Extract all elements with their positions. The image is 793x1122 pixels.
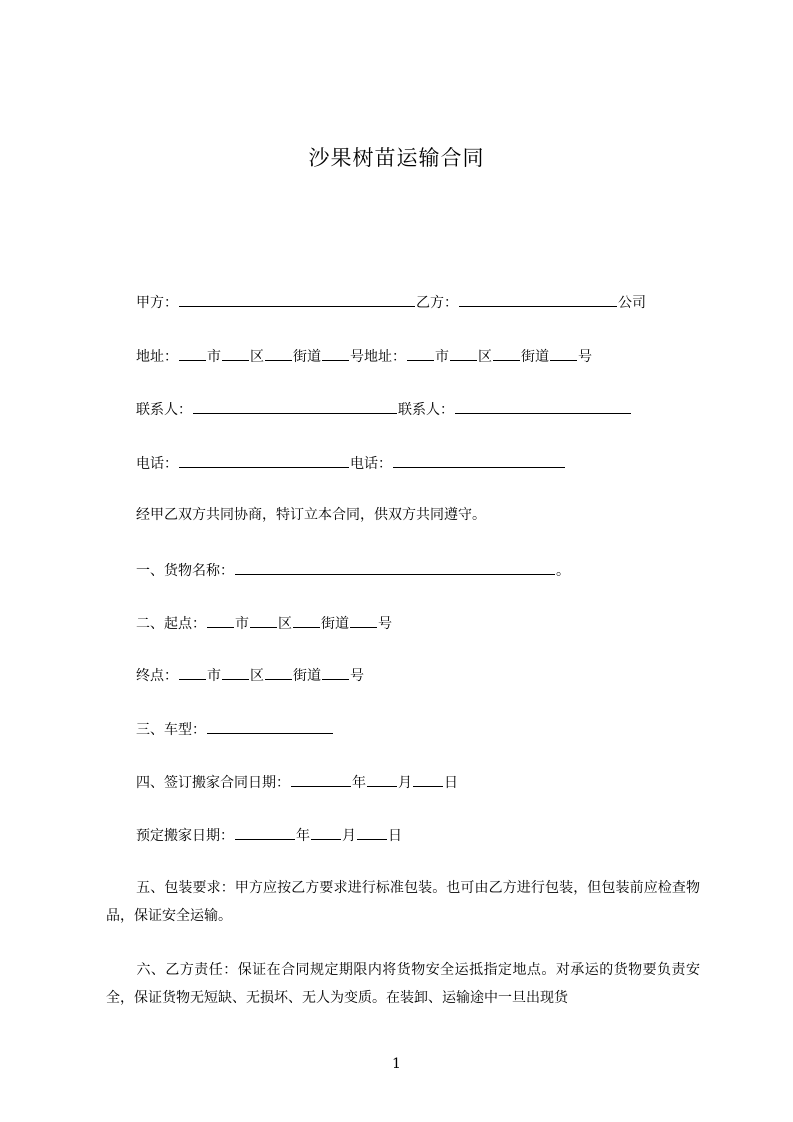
address-a-label: 地址：: [136, 349, 178, 365]
document-title: 沙果树苗运输合同: [308, 146, 485, 170]
address-b-street-blank[interactable]: [493, 345, 520, 361]
party-b-blank[interactable]: [459, 291, 617, 307]
address-b-district-blank[interactable]: [450, 345, 477, 361]
move-day-blank[interactable]: [357, 824, 387, 840]
packing-text: 五、包装要求：甲方应按乙方要求进行标准包装。也可由乙方进行包装，但包装前应检查物品，保证安全运输。: [106, 880, 700, 924]
goods-line: [136, 559, 570, 581]
destination-street-blank[interactable]: [265, 664, 292, 680]
sign-day-blank[interactable]: [413, 771, 443, 787]
street-text: 街道: [293, 349, 321, 365]
party-b-suffix: 公司: [618, 295, 646, 311]
month-text: 月: [398, 775, 412, 791]
street-text: 街道: [321, 616, 349, 632]
sign-date-line: [136, 771, 458, 793]
destination-number-blank[interactable]: [322, 664, 349, 680]
district-text: 区: [250, 349, 264, 365]
destination-district-blank[interactable]: [222, 664, 249, 680]
responsibility-text: 六、乙方责任：保证在合同规定期限内将货物安全运抵指定地点。对承运的货物要负责安全，保证货物无短缺、无损坏、无人为变质。在装卸、运输途中一旦出现货: [106, 962, 700, 1006]
goods-blank[interactable]: [235, 559, 555, 575]
move-year-blank[interactable]: [235, 824, 295, 840]
phone-line: [136, 452, 566, 474]
origin-line: [136, 612, 392, 634]
origin-number-blank[interactable]: [350, 612, 377, 628]
party-a-label: 甲方：: [136, 295, 178, 311]
vehicle-line: [136, 718, 334, 740]
party-line: [136, 291, 646, 313]
phone-b-label: 电话：: [350, 456, 392, 472]
origin-district-blank[interactable]: [250, 612, 277, 628]
address-a-district-blank[interactable]: [222, 345, 249, 361]
move-date-line: [136, 824, 402, 846]
page-number: 1: [392, 1056, 401, 1072]
contact-a-blank[interactable]: [193, 398, 397, 414]
sign-year-blank[interactable]: [291, 771, 351, 787]
party-a-blank[interactable]: [179, 291, 415, 307]
address-a-number-blank[interactable]: [322, 345, 349, 361]
number-text: 号: [378, 616, 392, 632]
month-text: 月: [342, 828, 356, 844]
day-text: 日: [388, 828, 402, 844]
city-text: 市: [207, 349, 221, 365]
year-text: 年: [352, 775, 366, 791]
contact-b-blank[interactable]: [455, 398, 631, 414]
move-date-label: 预定搬家日期：: [136, 828, 234, 844]
number-text: 号: [350, 668, 364, 684]
district-text: 区: [278, 616, 292, 632]
phone-a-blank[interactable]: [179, 452, 349, 468]
vehicle-blank[interactable]: [207, 718, 333, 734]
address-a-street-blank[interactable]: [265, 345, 292, 361]
origin-city-blank[interactable]: [207, 612, 234, 628]
district-text: 区: [250, 668, 264, 684]
vehicle-label: 三、车型：: [136, 722, 206, 738]
city-text: 市: [207, 668, 221, 684]
street-text: 街道: [521, 349, 549, 365]
intro-text: 经甲乙双方共同协商，特订立本合同，供双方共同遵守。: [136, 507, 486, 523]
city-text: 市: [435, 349, 449, 365]
party-b-label: 乙方：: [416, 295, 458, 311]
contact-a-label: 联系人：: [136, 402, 192, 418]
move-month-blank[interactable]: [311, 824, 341, 840]
packing-paragraph: [106, 874, 700, 930]
responsibility-paragraph: [106, 956, 700, 1012]
address-line: [136, 345, 592, 367]
origin-street-blank[interactable]: [293, 612, 320, 628]
destination-label: 终点：: [136, 668, 178, 684]
contact-line: [136, 398, 632, 420]
goods-end: 。: [556, 563, 570, 579]
goods-label: 一、货物名称：: [136, 563, 234, 579]
year-text: 年: [296, 828, 310, 844]
street-text: 街道: [293, 668, 321, 684]
day-text: 日: [444, 775, 458, 791]
phone-a-label: 电话：: [136, 456, 178, 472]
origin-label: 二、起点：: [136, 616, 206, 632]
address-b-label: 地址：: [364, 349, 406, 365]
number-text: 号: [578, 349, 592, 365]
address-b-number-blank[interactable]: [550, 345, 577, 361]
destination-line: [136, 664, 364, 686]
number-text: 号: [350, 349, 364, 365]
address-b-city-blank[interactable]: [407, 345, 434, 361]
sign-month-blank[interactable]: [367, 771, 397, 787]
city-text: 市: [235, 616, 249, 632]
phone-b-blank[interactable]: [393, 452, 565, 468]
sign-date-label: 四、签订搬家合同日期：: [136, 775, 290, 791]
district-text: 区: [478, 349, 492, 365]
destination-city-blank[interactable]: [179, 664, 206, 680]
address-a-city-blank[interactable]: [179, 345, 206, 361]
contact-b-label: 联系人：: [398, 402, 454, 418]
